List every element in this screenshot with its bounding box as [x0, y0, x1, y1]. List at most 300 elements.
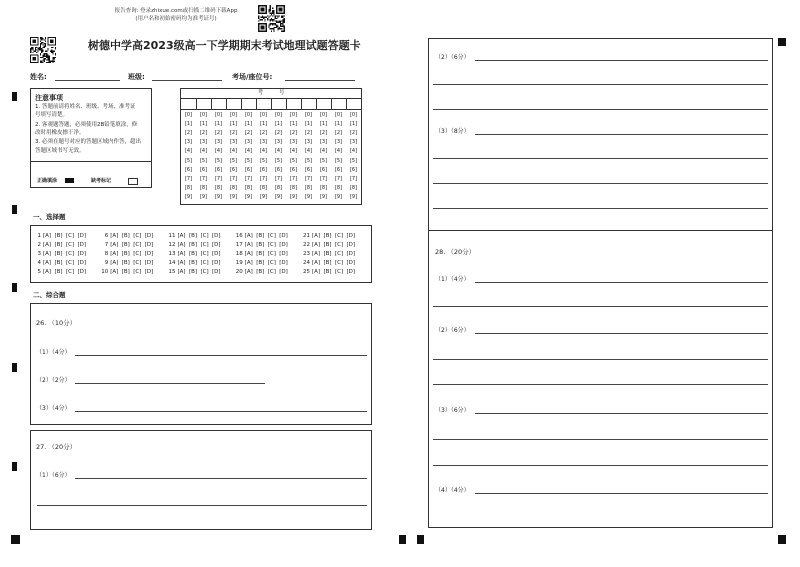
- exam-number-bubble[interactable]: [8]: [319, 184, 328, 191]
- timing-mark: [12, 205, 17, 214]
- choice-option-bubble[interactable]: [A]: [110, 260, 119, 266]
- exam-number-bubble[interactable]: [0]: [289, 112, 298, 118]
- exam-number-write-cell[interactable]: [196, 98, 211, 109]
- exam-number-bubble[interactable]: [5]: [229, 157, 238, 164]
- exam-number-write-cell[interactable]: [331, 98, 346, 109]
- choice-option-bubble[interactable]: [D]: [144, 260, 154, 266]
- choice-option-bubble[interactable]: [C]: [66, 242, 75, 248]
- exam-number-bubble[interactable]: [7]: [244, 175, 253, 182]
- exam-number-bubble[interactable]: [6]: [229, 166, 238, 173]
- exam-number-bubble[interactable]: [6]: [334, 166, 343, 173]
- exam-number-bubble[interactable]: [4]: [274, 148, 283, 155]
- choice-question-number: 9: [104, 260, 109, 266]
- exam-number-bubble[interactable]: [3]: [289, 139, 298, 146]
- exam-number-bubble[interactable]: [3]: [334, 139, 343, 146]
- exam-number-bubble[interactable]: [9]: [319, 193, 328, 200]
- exam-number-write-cell[interactable]: [211, 98, 226, 109]
- answer-line[interactable]: [433, 439, 768, 440]
- choice-option-bubble[interactable]: [A]: [177, 251, 186, 257]
- choice-option-bubble[interactable]: [C]: [133, 260, 142, 266]
- exam-number-bubble[interactable]: [2]: [259, 130, 268, 137]
- exam-number-bubble[interactable]: [8]: [349, 184, 358, 191]
- answer-line[interactable]: [475, 282, 768, 283]
- choice-option-bubble[interactable]: [B]: [256, 260, 265, 266]
- choice-option-bubble[interactable]: [C]: [66, 251, 75, 257]
- exam-number-bubble[interactable]: [0]: [244, 112, 253, 118]
- choice-option-bubble[interactable]: [D]: [212, 269, 221, 275]
- exam-number-bubble[interactable]: [9]: [244, 193, 253, 200]
- exam-number-bubble[interactable]: [0]: [349, 112, 358, 118]
- exam-number-bubble[interactable]: [1]: [259, 121, 268, 128]
- exam-number-write-cell[interactable]: [301, 98, 316, 109]
- answer-line[interactable]: [475, 134, 768, 135]
- choice-option-bubble[interactable]: [D]: [212, 260, 221, 266]
- choice-option-bubble[interactable]: [C]: [200, 260, 209, 266]
- choice-option-bubble[interactable]: [D]: [77, 260, 87, 266]
- choice-option-bubble[interactable]: [C]: [200, 233, 209, 239]
- exam-number-bubble[interactable]: [3]: [199, 139, 208, 146]
- notice-line: 答题区域书写无效。: [35, 148, 85, 154]
- choice-option-bubble[interactable]: [B]: [256, 269, 265, 275]
- exam-number-bubble[interactable]: [7]: [259, 175, 268, 182]
- exam-number-bubble[interactable]: [6]: [349, 166, 358, 173]
- choice-option-bubble[interactable]: [B]: [323, 251, 332, 257]
- choice-option-bubble[interactable]: [D]: [77, 233, 87, 239]
- answer-line[interactable]: [75, 355, 367, 356]
- choice-option-bubble[interactable]: [B]: [189, 260, 198, 266]
- choice-option-bubble[interactable]: [D]: [212, 242, 221, 248]
- exam-number-bubble[interactable]: [4]: [349, 148, 358, 155]
- choice-option-bubble[interactable]: [D]: [279, 242, 288, 248]
- exam-number-bubble[interactable]: [5]: [319, 157, 328, 164]
- exam-number-bubble[interactable]: [9]: [304, 193, 313, 200]
- choice-option-bubble[interactable]: [D]: [144, 242, 154, 248]
- choice-option-bubble[interactable]: [D]: [144, 251, 154, 257]
- choice-option-bubble[interactable]: [C]: [200, 242, 209, 248]
- exam-number-bubble[interactable]: [6]: [289, 166, 298, 173]
- exam-number-bubble[interactable]: [0]: [184, 112, 193, 118]
- answer-line[interactable]: [433, 158, 768, 159]
- exam-number-bubble[interactable]: [2]: [274, 130, 283, 137]
- question-divider: [428, 230, 773, 231]
- choice-option-bubble[interactable]: [B]: [189, 251, 198, 257]
- choice-option-bubble[interactable]: [C]: [267, 269, 276, 275]
- exam-number-bubble[interactable]: [0]: [304, 112, 313, 118]
- timing-mark: [12, 363, 17, 372]
- exam-number-write-cell[interactable]: [241, 98, 256, 109]
- exam-number-bubble[interactable]: [7]: [349, 175, 358, 182]
- choice-option-bubble[interactable]: [B]: [121, 251, 130, 257]
- exam-number-bubble[interactable]: [8]: [184, 184, 193, 191]
- exam-number-bubble[interactable]: [3]: [229, 139, 238, 146]
- exam-number-bubble[interactable]: [1]: [334, 121, 343, 128]
- exam-number-column: [346, 89, 361, 204]
- correct-fill-label: 正确填涂: [37, 178, 58, 184]
- choice-option-bubble[interactable]: [B]: [54, 233, 63, 239]
- answer-line[interactable]: [475, 413, 768, 414]
- exam-number-bubble[interactable]: [0]: [199, 112, 208, 118]
- exam-number-bubble[interactable]: [4]: [214, 148, 223, 155]
- q27-part-3-label: （3）（8分）: [435, 128, 470, 135]
- choice-option-bubble[interactable]: [B]: [256, 233, 265, 239]
- answer-line[interactable]: [75, 411, 367, 412]
- choice-option-bubble[interactable]: [C]: [133, 251, 142, 257]
- exam-number-bubble[interactable]: [8]: [274, 184, 283, 191]
- exam-number-bubble[interactable]: [3]: [349, 139, 358, 146]
- corner-mark: [399, 535, 406, 544]
- exam-number-bubble[interactable]: [6]: [304, 166, 313, 173]
- choice-option-bubble[interactable]: [A]: [244, 242, 253, 248]
- exam-number-bubble[interactable]: [1]: [229, 121, 238, 128]
- exam-number-bubble[interactable]: [2]: [214, 130, 223, 137]
- exam-number-bubble[interactable]: [9]: [214, 193, 223, 200]
- exam-number-write-cell[interactable]: [286, 98, 301, 109]
- exam-number-column: [286, 89, 301, 204]
- choice-option-bubble[interactable]: [C]: [267, 233, 276, 239]
- choice-option-bubble[interactable]: [D]: [77, 269, 87, 275]
- choice-option-bubble[interactable]: [B]: [189, 233, 198, 239]
- choice-option-bubble[interactable]: [D]: [144, 269, 154, 275]
- exam-number-bubble[interactable]: [5]: [199, 157, 208, 164]
- exam-number-bubble[interactable]: [9]: [274, 193, 283, 200]
- choice-option-bubble[interactable]: [D]: [346, 260, 356, 266]
- exam-number-bubble[interactable]: [8]: [199, 184, 208, 191]
- exam-number-bubble[interactable]: [3]: [184, 139, 193, 146]
- choice-option-bubble[interactable]: [B]: [189, 269, 198, 275]
- exam-number-bubble[interactable]: [7]: [334, 175, 343, 182]
- choice-option-bubble[interactable]: [B]: [54, 242, 63, 248]
- choice-question-number: 24: [303, 260, 310, 266]
- choice-option-bubble[interactable]: [D]: [212, 251, 221, 257]
- choice-option-bubble[interactable]: [A]: [110, 233, 119, 239]
- exam-number-bubble[interactable]: [6]: [184, 166, 193, 173]
- qr-code-sheet-id: [30, 37, 56, 63]
- exam-number-bubble[interactable]: [7]: [304, 175, 313, 182]
- exam-number-bubble[interactable]: [6]: [214, 166, 223, 173]
- exam-number-bubble[interactable]: [9]: [229, 193, 238, 200]
- choice-option-bubble[interactable]: [C]: [267, 242, 276, 248]
- choice-option-bubble[interactable]: [D]: [144, 233, 154, 239]
- exam-number-bubble[interactable]: [3]: [319, 139, 328, 146]
- q28-part-4-label: （4）（4分）: [435, 487, 470, 494]
- exam-number-bubble[interactable]: [6]: [259, 166, 268, 173]
- question-26-label: 26. （10分）: [36, 319, 77, 327]
- choice-option-bubble[interactable]: [D]: [279, 269, 288, 275]
- q27-part-2-label: （2）（6分）: [435, 54, 470, 61]
- choice-option-bubble[interactable]: [C]: [335, 260, 344, 266]
- exam-number-bubble[interactable]: [5]: [214, 157, 223, 164]
- answer-line[interactable]: [433, 109, 768, 110]
- class-field[interactable]: [152, 80, 222, 81]
- exam-number-bubble[interactable]: [2]: [184, 130, 193, 137]
- exam-number-bubble[interactable]: [9]: [184, 193, 193, 200]
- exam-number-bubble[interactable]: [2]: [349, 130, 358, 137]
- exam-number-bubble[interactable]: [1]: [184, 121, 193, 128]
- exam-number-bubble[interactable]: [7]: [319, 175, 328, 182]
- exam-number-bubble[interactable]: [2]: [289, 130, 298, 137]
- exam-number-write-cell[interactable]: [226, 98, 241, 109]
- choice-option-bubble[interactable]: [B]: [54, 260, 63, 266]
- choice-option-bubble[interactable]: [B]: [54, 251, 63, 257]
- exam-number-bubble[interactable]: [8]: [304, 184, 313, 191]
- exam-number-bubble[interactable]: [9]: [289, 193, 298, 200]
- choice-option-bubble[interactable]: [A]: [110, 269, 119, 275]
- exam-number-bubble[interactable]: [4]: [199, 148, 208, 155]
- exam-number-bubble[interactable]: [2]: [319, 130, 328, 137]
- choice-option-bubble[interactable]: [A]: [110, 242, 119, 248]
- choice-option-bubble[interactable]: [A]: [43, 233, 52, 239]
- name-label: 姓名:: [30, 73, 47, 81]
- choice-option-bubble[interactable]: [A]: [177, 242, 186, 248]
- choice-option-bubble[interactable]: [C]: [133, 242, 142, 248]
- seat-field[interactable]: [285, 80, 355, 81]
- choice-option-bubble[interactable]: [A]: [312, 251, 321, 257]
- choice-option-bubble[interactable]: [B]: [121, 269, 130, 275]
- choice-option-bubble[interactable]: [A]: [43, 269, 52, 275]
- choice-option-bubble[interactable]: [C]: [335, 233, 344, 239]
- answer-line[interactable]: [433, 84, 768, 85]
- choice-option-bubble[interactable]: [B]: [121, 242, 130, 248]
- choice-option-bubble[interactable]: [A]: [177, 269, 186, 275]
- exam-number-bubble[interactable]: [6]: [319, 166, 328, 173]
- exam-number-bubble[interactable]: [1]: [199, 121, 208, 128]
- choice-option-bubble[interactable]: [A]: [43, 251, 52, 257]
- choice-question-number: 14: [168, 260, 176, 266]
- exam-number-bubble[interactable]: [1]: [274, 121, 283, 128]
- choice-option-bubble[interactable]: [C]: [267, 251, 276, 257]
- choice-option-bubble[interactable]: [C]: [200, 251, 209, 257]
- exam-number-bubble[interactable]: [5]: [289, 157, 298, 164]
- exam-number-bubble[interactable]: [3]: [214, 139, 223, 146]
- choice-option-bubble[interactable]: [B]: [121, 233, 130, 239]
- exam-number-bubble[interactable]: [5]: [334, 157, 343, 164]
- notice-line: 2. 客观题答题，必须使用2B铅笔填涂，修: [35, 122, 138, 128]
- exam-number-bubble[interactable]: [0]: [334, 112, 343, 118]
- answer-line[interactable]: [433, 465, 768, 466]
- exam-number-column: [211, 89, 226, 204]
- exam-number-bubble[interactable]: [4]: [229, 148, 238, 155]
- exam-number-bubble[interactable]: [7]: [184, 175, 193, 182]
- exam-number-bubble[interactable]: [7]: [199, 175, 208, 182]
- exam-number-bubble[interactable]: [2]: [199, 130, 208, 137]
- exam-number-bubble[interactable]: [0]: [214, 112, 223, 118]
- name-field[interactable]: [55, 80, 120, 81]
- choice-option-bubble[interactable]: [A]: [244, 251, 253, 257]
- choice-option-bubble[interactable]: [C]: [335, 242, 344, 248]
- answer-line[interactable]: [475, 493, 768, 494]
- exam-number-write-cell[interactable]: [271, 98, 286, 109]
- exam-number-bubble[interactable]: [1]: [289, 121, 298, 128]
- choice-option-bubble[interactable]: [B]: [323, 233, 332, 239]
- answer-line[interactable]: [475, 60, 768, 61]
- exam-number-bubble[interactable]: [5]: [244, 157, 253, 164]
- choice-option-bubble[interactable]: [A]: [177, 233, 186, 239]
- notice-line: 号填写清楚。: [35, 112, 69, 118]
- absent-mark-box[interactable]: [128, 178, 138, 185]
- choice-option-bubble[interactable]: [C]: [133, 233, 142, 239]
- choice-question-number: 20: [235, 269, 243, 275]
- exam-number-bubble[interactable]: [5]: [259, 157, 268, 164]
- exam-number-bubble[interactable]: [7]: [214, 175, 223, 182]
- choice-option-bubble[interactable]: [C]: [133, 269, 142, 275]
- exam-number-bubble[interactable]: [2]: [334, 130, 343, 137]
- exam-number-bubble[interactable]: [4]: [304, 148, 313, 155]
- answer-line[interactable]: [433, 306, 768, 307]
- exam-number-bubble[interactable]: [3]: [244, 139, 253, 146]
- choice-option-bubble[interactable]: [A]: [312, 242, 321, 248]
- exam-number-bubble[interactable]: [8]: [244, 184, 253, 191]
- exam-number-write-cell[interactable]: [316, 98, 331, 109]
- exam-number-bubble[interactable]: [7]: [289, 175, 298, 182]
- choice-option-bubble[interactable]: [C]: [66, 233, 75, 239]
- choice-option-bubble[interactable]: [C]: [66, 260, 75, 266]
- choice-option-bubble[interactable]: [D]: [212, 233, 221, 239]
- answer-line[interactable]: [475, 333, 768, 334]
- exam-number-column: [271, 89, 286, 204]
- exam-number-bubble[interactable]: [4]: [319, 148, 328, 155]
- corner-mark: [417, 535, 424, 544]
- exam-number-bubble[interactable]: [4]: [244, 148, 253, 155]
- choice-option-bubble[interactable]: [A]: [244, 269, 253, 275]
- question-28-label: 28. （20分）: [435, 248, 476, 256]
- exam-number-bubble[interactable]: [1]: [319, 121, 328, 128]
- q28-part-2-label: （2）（6分）: [435, 327, 470, 334]
- choice-option-bubble[interactable]: [A]: [312, 233, 321, 239]
- exam-number-bubble[interactable]: [9]: [259, 193, 268, 200]
- choice-option-bubble[interactable]: [A]: [110, 251, 119, 257]
- exam-number-bubble[interactable]: [6]: [274, 166, 283, 173]
- exam-number-bubble[interactable]: [0]: [229, 112, 238, 118]
- choice-question-number: 8: [104, 251, 109, 257]
- choice-option-bubble[interactable]: [D]: [77, 242, 87, 248]
- choice-option-bubble[interactable]: [D]: [346, 251, 356, 257]
- choice-option-bubble[interactable]: [D]: [279, 233, 288, 239]
- choice-option-bubble[interactable]: [D]: [77, 251, 87, 257]
- report-password-note: (用户名和初始密码均为准考证号): [135, 16, 217, 22]
- exam-number-bubble[interactable]: [7]: [274, 175, 283, 182]
- notice-divider: [31, 161, 151, 162]
- choice-option-bubble[interactable]: [A]: [177, 260, 186, 266]
- exam-number-bubble[interactable]: [8]: [229, 184, 238, 191]
- choice-option-bubble[interactable]: [D]: [279, 260, 288, 266]
- exam-number-bubble[interactable]: [5]: [184, 157, 193, 164]
- exam-number-bubble[interactable]: [1]: [304, 121, 313, 128]
- exam-number-bubble[interactable]: [1]: [214, 121, 223, 128]
- choice-option-bubble[interactable]: [D]: [279, 251, 288, 257]
- exam-number-bubble[interactable]: [9]: [199, 193, 208, 200]
- notice-line: 改时用橡皮擦干净。: [35, 130, 85, 136]
- choice-question-number: 23: [303, 251, 310, 257]
- exam-number-bubble[interactable]: [8]: [214, 184, 223, 191]
- choice-option-bubble[interactable]: [A]: [244, 233, 253, 239]
- exam-number-title: 考 号: [257, 90, 285, 96]
- exam-number-bubble[interactable]: [2]: [304, 130, 313, 137]
- answer-line[interactable]: [37, 505, 367, 506]
- choice-option-bubble[interactable]: [A]: [312, 260, 321, 266]
- exam-number-bubble[interactable]: [8]: [289, 184, 298, 191]
- exam-number-bubble[interactable]: [4]: [289, 148, 298, 155]
- exam-number-bubble[interactable]: [4]: [184, 148, 193, 155]
- choice-option-bubble[interactable]: [C]: [335, 269, 344, 275]
- choice-option-bubble[interactable]: [A]: [312, 269, 321, 275]
- exam-number-bubble[interactable]: [4]: [259, 148, 268, 155]
- choice-option-bubble[interactable]: [D]: [346, 242, 356, 248]
- exam-number-bubble[interactable]: [6]: [244, 166, 253, 173]
- exam-number-bubble[interactable]: [9]: [334, 193, 343, 200]
- answer-line[interactable]: [433, 208, 768, 209]
- choice-option-bubble[interactable]: [B]: [256, 242, 265, 248]
- exam-number-bubble[interactable]: [9]: [349, 193, 358, 200]
- exam-number-bubble[interactable]: [8]: [334, 184, 343, 191]
- choice-option-bubble[interactable]: [A]: [244, 260, 253, 266]
- exam-number-write-cell[interactable]: [181, 98, 196, 109]
- exam-number-bubble[interactable]: [1]: [244, 121, 253, 128]
- exam-number-bubble[interactable]: [8]: [259, 184, 268, 191]
- report-query-line: 报告查询: 登录zhixue.com或扫描二维码下载App: [114, 8, 238, 14]
- exam-number-bubble[interactable]: [3]: [274, 139, 283, 146]
- answer-line[interactable]: [433, 384, 768, 385]
- choice-option-bubble[interactable]: [D]: [346, 233, 356, 239]
- absent-mark-label: 缺考标记: [91, 178, 112, 184]
- choice-option-bubble[interactable]: [B]: [323, 269, 332, 275]
- answer-line[interactable]: [75, 478, 367, 479]
- exam-number-box: [180, 88, 362, 205]
- exam-number-bubble[interactable]: [4]: [334, 148, 343, 155]
- choice-option-bubble[interactable]: [A]: [43, 260, 52, 266]
- report-query-info: [96, 8, 256, 22]
- exam-number-bubble[interactable]: [3]: [259, 139, 268, 146]
- choice-option-bubble[interactable]: [B]: [323, 242, 332, 248]
- answer-line[interactable]: [433, 183, 768, 184]
- answer-line[interactable]: [433, 359, 768, 360]
- exam-number-bubble[interactable]: [2]: [229, 130, 238, 137]
- question-27-area: [30, 430, 372, 530]
- exam-number-bubble[interactable]: [6]: [199, 166, 208, 173]
- exam-number-column: [331, 89, 346, 204]
- exam-number-write-cell[interactable]: [256, 98, 271, 109]
- choice-option-bubble[interactable]: [C]: [335, 251, 344, 257]
- choice-option-bubble[interactable]: [D]: [346, 269, 356, 275]
- choice-option-bubble[interactable]: [A]: [43, 242, 52, 248]
- choice-option-bubble[interactable]: [B]: [323, 260, 332, 266]
- choice-option-bubble[interactable]: [C]: [200, 269, 209, 275]
- choice-option-bubble[interactable]: [B]: [189, 242, 198, 248]
- choice-option-bubble[interactable]: [B]: [54, 269, 63, 275]
- choice-question-number: 7: [104, 242, 109, 248]
- exam-number-bubble[interactable]: [0]: [259, 112, 268, 118]
- answer-line[interactable]: [75, 383, 265, 384]
- exam-number-bubble[interactable]: [0]: [274, 112, 283, 118]
- exam-number-bubble[interactable]: [2]: [244, 130, 253, 137]
- corner-mark: [778, 535, 786, 544]
- choice-option-bubble[interactable]: [C]: [66, 269, 75, 275]
- exam-number-bubble[interactable]: [5]: [349, 157, 358, 164]
- choice-option-bubble[interactable]: [B]: [256, 251, 265, 257]
- choice-option-bubble[interactable]: [C]: [267, 260, 276, 266]
- question-27-label: 27. （20分）: [36, 443, 77, 451]
- exam-number-bubble[interactable]: [5]: [274, 157, 283, 164]
- exam-number-bubble[interactable]: [3]: [304, 139, 313, 146]
- exam-number-bubble[interactable]: [7]: [229, 175, 238, 182]
- notice-box: [30, 88, 152, 188]
- exam-number-bubble[interactable]: [5]: [304, 157, 313, 164]
- choice-question-number: 5: [37, 269, 41, 275]
- exam-number-bubble[interactable]: [0]: [319, 112, 328, 118]
- exam-number-write-cell[interactable]: [346, 98, 361, 109]
- exam-number-bubble[interactable]: [1]: [349, 121, 358, 128]
- exam-number-column: [241, 89, 256, 204]
- choice-option-bubble[interactable]: [B]: [121, 260, 130, 266]
